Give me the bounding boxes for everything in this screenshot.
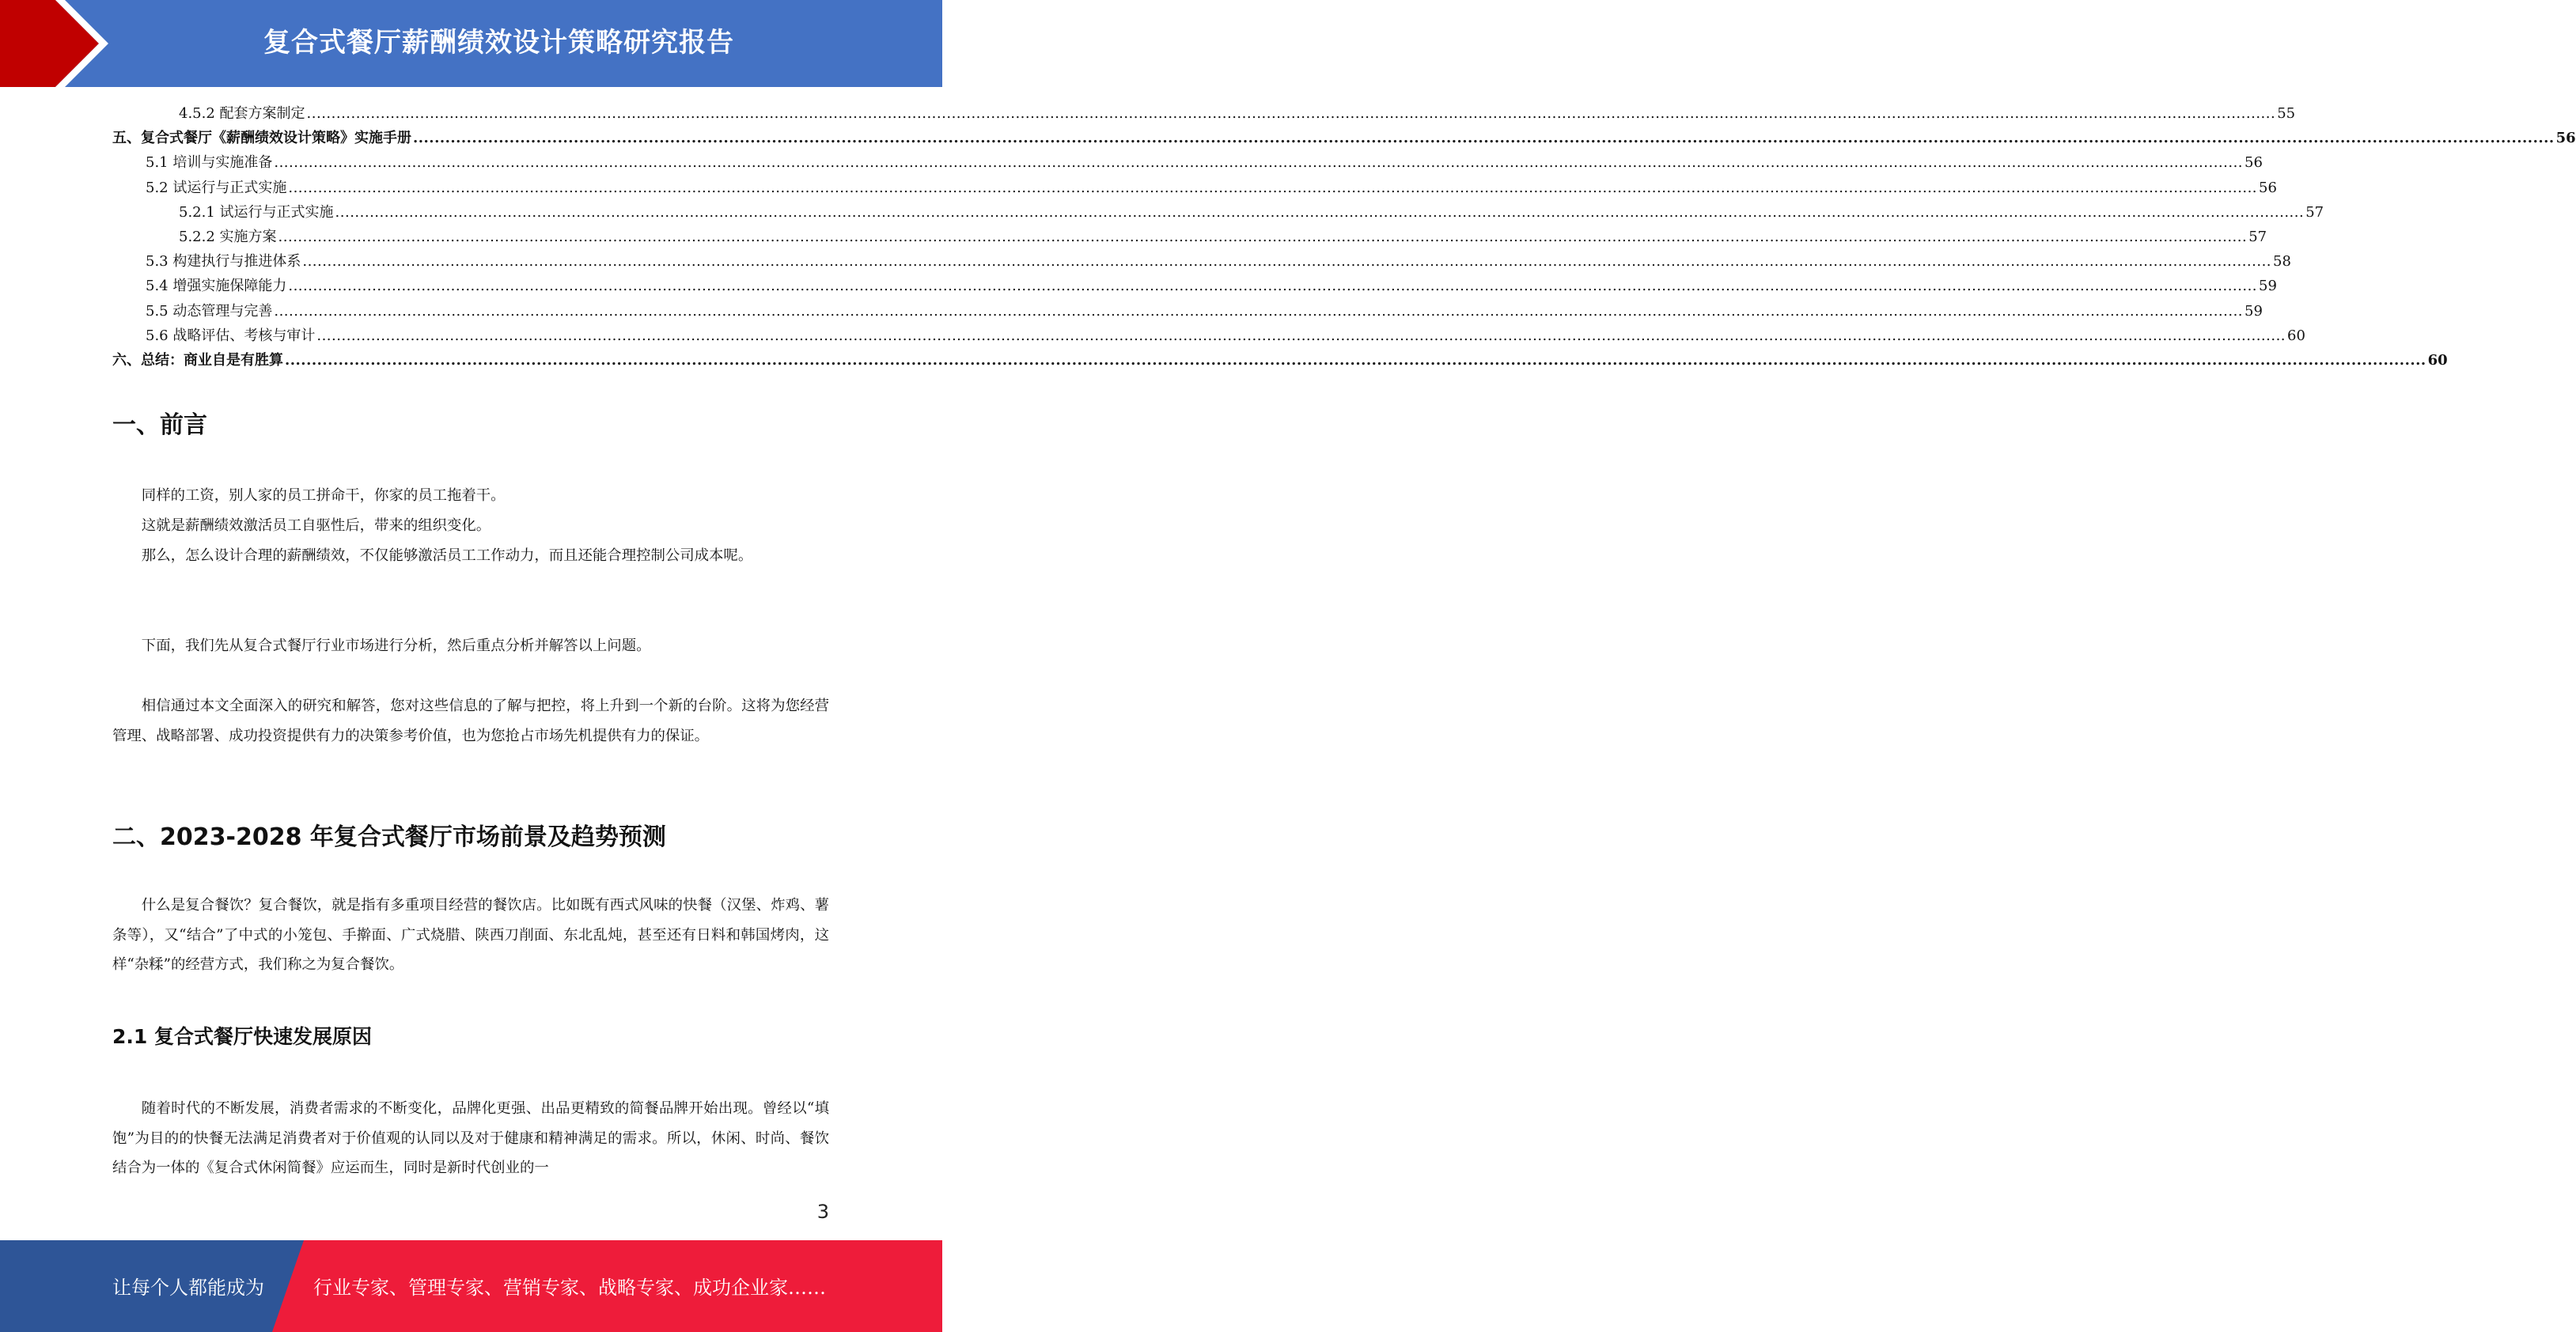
footer-band (0, 1240, 942, 1332)
toc-entry[interactable] (112, 200, 2324, 225)
section-heading-market: 二、2023-2028 年复合式餐厅市场前景及趋势预测 (112, 823, 666, 851)
toc-entry[interactable] (112, 176, 2277, 200)
toc-entry-page: 56 (2259, 179, 2277, 196)
paragraph: 同样的工资，别人家的员工拼命干，你家的员工拖着干。 (141, 487, 506, 504)
toc-entry-page: 56 (2555, 130, 2576, 147)
toc-entry-label: 5.6 战略评估、考核与审计 (146, 327, 316, 344)
toc-entry-label: 5.2 试运行与正式实施 (146, 179, 287, 196)
toc-entry-page: 57 (2248, 228, 2267, 245)
toc-entry[interactable] (112, 274, 2277, 298)
toc-entry-label: 5.3 构建执行与推进体系 (146, 253, 301, 271)
toc-entry[interactable] (112, 101, 2296, 126)
toc-entry-label: 5.5 动态管理与完善 (146, 302, 273, 320)
toc-leader-dots: ................................................................................................................................................................................................................................................................................................................................................................................................................ (274, 302, 2244, 320)
toc-leader-dots: ................................................................................................................................................................................................................................................................................................................................................................................................................ (288, 278, 2258, 295)
toc-entry-page: 56 (2245, 154, 2263, 172)
report-title: 复合式餐厅薪酬绩效设计策略研究报告 (263, 27, 734, 59)
paragraph: 那么，怎么设计合理的薪酬绩效，不仅能够激活员工工作动力，而且还能合理控制公司成本呢。 (141, 547, 753, 564)
toc-entry[interactable] (112, 348, 2448, 373)
toc-leader-dots: ................................................................................................................................................................................................................................................................................................................................................................................................................ (413, 130, 2555, 147)
toc-entry-page: 58 (2273, 253, 2291, 271)
paragraph: 下面，我们先从复合式餐厅行业市场进行分析，然后重点分析并解答以上问题。 (141, 638, 651, 654)
toc-entry[interactable] (112, 225, 2267, 249)
page-number: 3 (816, 1201, 829, 1223)
footer-slogan-right: 行业专家、管理专家、营销专家、战略专家、成功企业家…… (313, 1277, 826, 1299)
toc-leader-dots: ................................................................................................................................................................................................................................................................................................................................................................................................................ (306, 105, 2276, 122)
toc-entry-page: 60 (2287, 327, 2305, 344)
toc-leader-dots: ................................................................................................................................................................................................................................................................................................................................................................................................................ (278, 228, 2248, 245)
toc-entry-page: 55 (2277, 105, 2296, 122)
section-heading-preface: 一、前言 (112, 411, 207, 439)
toc-entry-label: 5.1 培训与实施准备 (146, 154, 273, 172)
toc-entry[interactable] (112, 299, 2263, 324)
paragraph: 相信通过本文全面深入的研究和解答，您对这些信息的了解与把控，将上升到一个新的台阶。这将为您经营管理、战略部署、成功投资提供有力的决策参考价值，也为您抢占市场先机提供有力的保证。 (112, 698, 829, 744)
toc-entry-label: 六、总结：商业自是有胜算 (112, 351, 283, 369)
subsection-heading: 2.1 复合式餐厅快速发展原因 (112, 1025, 372, 1048)
paragraph: 这就是薪酬绩效激活员工自驱性后，带来的组织变化。 (141, 517, 491, 534)
toc-entry[interactable] (112, 126, 2576, 150)
paragraph: 随着时代的不断发展，消费者需求的不断变化，品牌化更强、出品更精致的简餐品牌开始出现。曾经以“填饱”为目的的快餐无法满足消费者对于价值观的认同以及对于健康和精神满足的需求。所以，休闲、时尚、餐饮结合为一体的《复合式休闲简餐》应运而生，同时是新时代创业的一 (112, 1100, 829, 1176)
toc-entry-page: 57 (2305, 203, 2324, 221)
toc-entry[interactable] (112, 324, 2305, 348)
toc-leader-dots: ................................................................................................................................................................................................................................................................................................................................................................................................................ (274, 154, 2244, 172)
toc-entry-label: 5.4 增强实施保障能力 (146, 278, 287, 295)
toc-leader-dots: ................................................................................................................................................................................................................................................................................................................................................................................................................ (288, 179, 2258, 196)
toc-leader-dots: ................................................................................................................................................................................................................................................................................................................................................................................................................ (302, 253, 2272, 271)
footer-slogan-left: 让每个人都能成为 (112, 1277, 264, 1299)
toc-entry-label: 五、复合式餐厅《薪酬绩效设计策略》实施手册 (112, 130, 411, 147)
toc-entry[interactable] (112, 249, 2291, 274)
toc-entry-page: 59 (2259, 278, 2277, 295)
toc-entry[interactable] (112, 150, 2263, 175)
paragraph: 什么是复合餐饮？复合餐饮，就是指有多重项目经营的餐饮店。比如既有西式风味的快餐（汉堡、炸鸡、薯条等），又“结合”了中式的小笼包、手擀面、广式烧腊、陕西刀削面、东北乱炖，甚至还有日料和韩国烤肉，这样“杂糅”的经营方式，我们称之为复合餐饮。 (112, 897, 829, 973)
toc-entry-label: 5.2.1 试运行与正式实施 (179, 203, 334, 221)
toc-entry-label: 4.5.2 配套方案制定 (179, 105, 305, 122)
toc-leader-dots: ................................................................................................................................................................................................................................................................................................................................................................................................................ (316, 327, 2286, 344)
toc-entry-page: 60 (2427, 351, 2448, 369)
header-band (0, 0, 942, 87)
toc-entry-page: 59 (2245, 302, 2263, 320)
toc-entry-label: 5.2.2 实施方案 (179, 228, 277, 245)
toc-leader-dots: ................................................................................................................................................................................................................................................................................................................................................................................................................ (335, 203, 2305, 221)
toc-leader-dots: ................................................................................................................................................................................................................................................................................................................................................................................................................ (285, 351, 2426, 369)
table-of-contents (112, 101, 2576, 373)
